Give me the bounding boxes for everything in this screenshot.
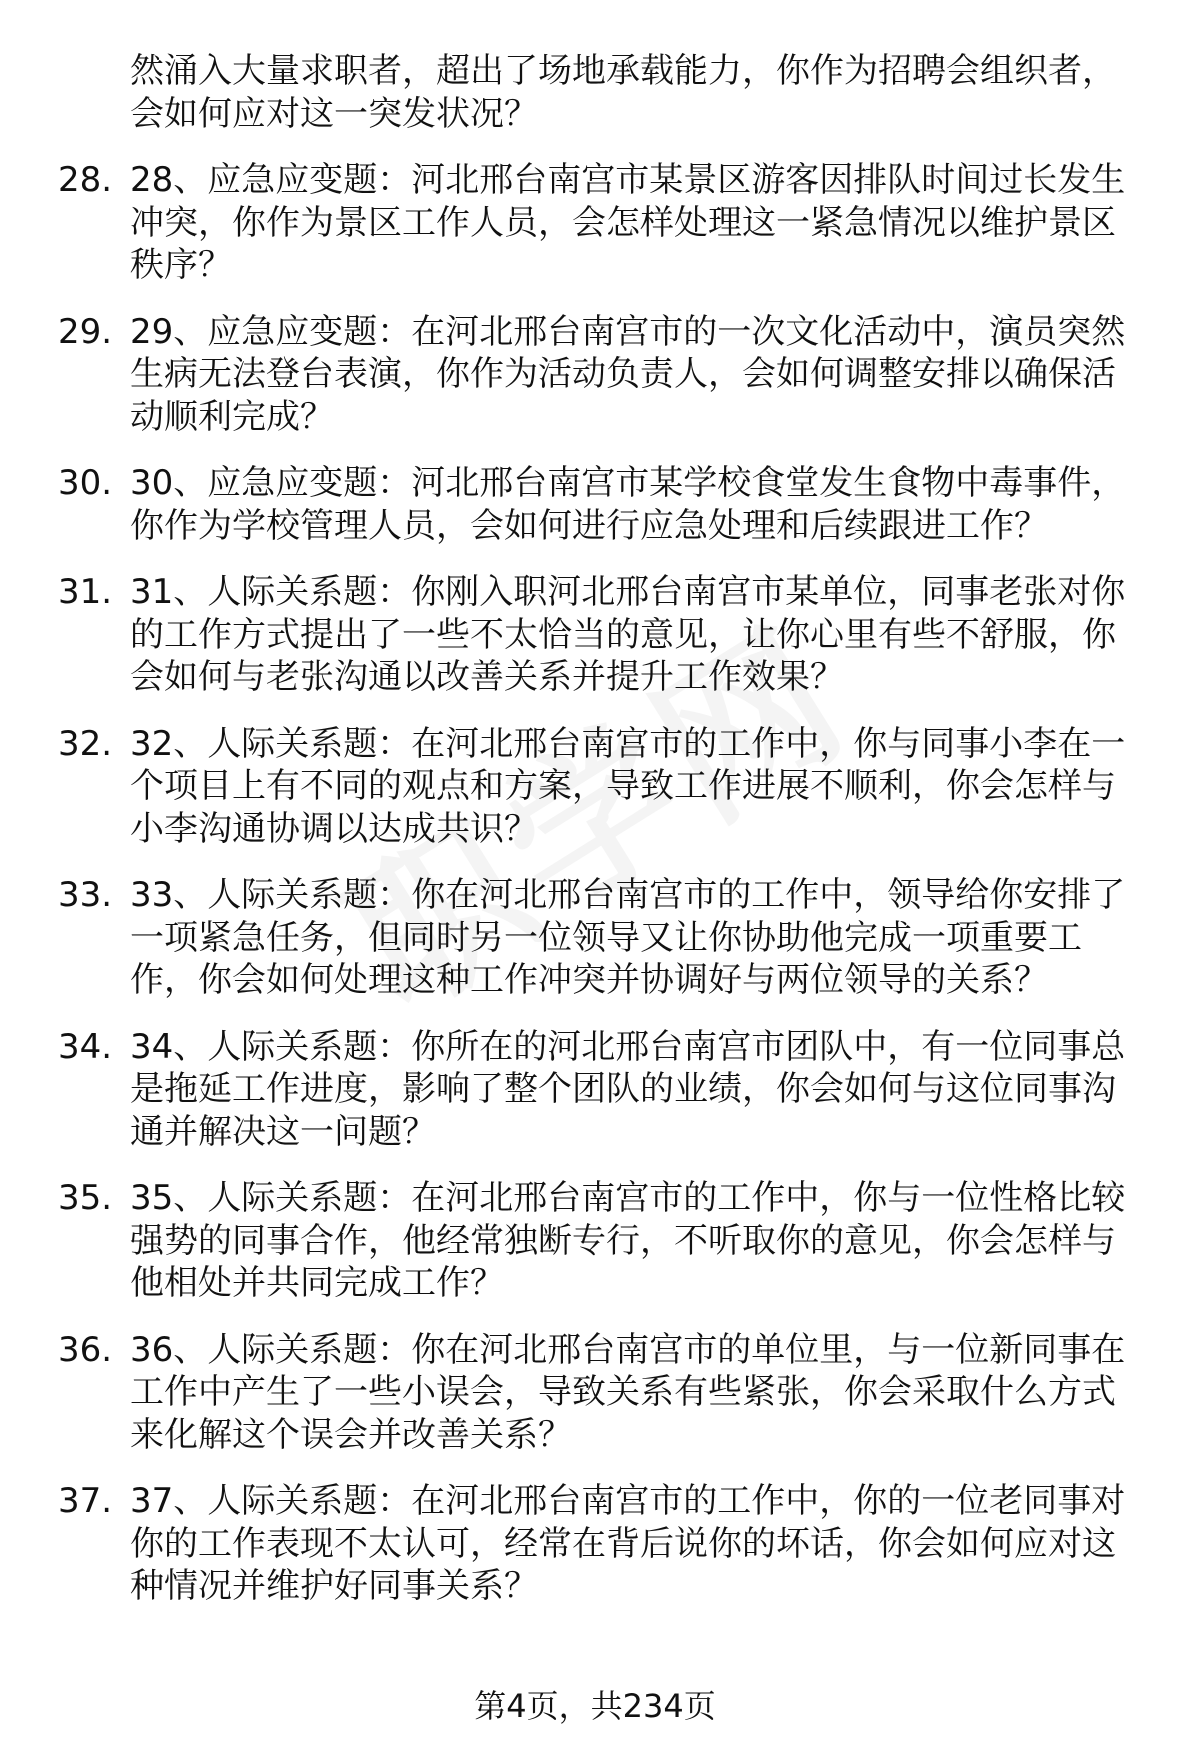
item-text: 33、人际关系题：你在河北邢台南宫市的工作中，领导给你安排了一项紧急任务，但同时另一位领导又让你协助他完成一项重要工作，你会如何处理这种工作冲突并协调好与两位领导的关系？ bbox=[130, 875, 1126, 1000]
item-number: 33. bbox=[58, 875, 113, 915]
item-text: 30、应急应变题：河北邢台南宫市某学校食堂发生食物中毒事件，你作为学校管理人员，会如何进行应急处理和后续跟进工作？ bbox=[130, 463, 1126, 546]
page-footer: 第4页，共234页 bbox=[474, 1687, 716, 1725]
question-list bbox=[58, 50, 1148, 1632]
item-number: 36. bbox=[58, 1329, 113, 1370]
list-item-29 bbox=[58, 311, 1148, 439]
item-text: 36、人际关系题：你在河北邢台南宫市的单位里，与一位新同事在工作中产生了一些小误会，导致关系有些紧张，你会采取什么方式来化解这个误会并改善关系？ bbox=[130, 1329, 1126, 1455]
item-text: 28、应急应变题：河北邢台南宫市某景区游客因排队时间过长发生冲突，你作为景区工作人员，会怎样处理这一紧急情况以维护景区秩序？ bbox=[130, 160, 1126, 285]
list-item-31 bbox=[58, 571, 1148, 699]
list-item-36 bbox=[58, 1329, 1148, 1457]
item-number: 35. bbox=[58, 1178, 113, 1218]
list-item-30 bbox=[58, 462, 1148, 547]
item-text: 32、人际关系题：在河北邢台南宫市的工作中，你与同事小李在一个项目上有不同的观点和方案，导致工作进展不顺利，你会怎样与小李沟通协调以达成共识？ bbox=[130, 723, 1126, 849]
item-number: 30. bbox=[58, 463, 113, 503]
item-number: 31. bbox=[58, 572, 113, 612]
item-number: 34. bbox=[58, 1026, 113, 1067]
list-item-32 bbox=[58, 723, 1148, 851]
list-item-28 bbox=[58, 159, 1148, 287]
list-item-37 bbox=[58, 1480, 1148, 1608]
item-number: 29. bbox=[58, 311, 113, 352]
item-number: 37. bbox=[58, 1481, 113, 1521]
continued-question-text: 然涌入大量求职者，超出了场地承载能力，你作为招聘会组织者，会如何应对这一突发状况？ bbox=[130, 51, 1116, 134]
item-number: 28. bbox=[58, 160, 113, 200]
list-item-33 bbox=[58, 874, 1148, 1002]
list-item-34 bbox=[58, 1026, 1148, 1154]
item-text: 34、人际关系题：你所在的河北邢台南宫市团队中，有一位同事总是拖延工作进度，影响了整个团队的业绩，你会如何与这位同事沟通并解决这一问题？ bbox=[130, 1026, 1126, 1152]
item-text: 37、人际关系题：在河北邢台南宫市的工作中，你的一位老同事对你的工作表现不太认可，经常在背后说你的坏话，你会如何应对这种情况并维护好同事关系？ bbox=[130, 1481, 1126, 1606]
item-text: 31、人际关系题：你刚入职河北邢台南宫市某单位，同事老张对你的工作方式提出了一些不太恰当的意见，让你心里有些不舒服，你会如何与老张沟通以改善关系并提升工作效果？ bbox=[130, 572, 1126, 697]
item-text: 35、人际关系题：在河北邢台南宫市的工作中，你与一位性格比较强势的同事合作，他经常独断专行，不听取你的意见，你会怎样与他相处并共同完成工作？ bbox=[130, 1178, 1126, 1303]
list-item-35 bbox=[58, 1177, 1148, 1305]
item-text: 29、应急应变题：在河北邢台南宫市的一次文化活动中，演员突然生病无法登台表演，你作为活动负责人，会如何调整安排以确保活动顺利完成？ bbox=[130, 311, 1126, 437]
item-number: 32. bbox=[58, 723, 113, 764]
